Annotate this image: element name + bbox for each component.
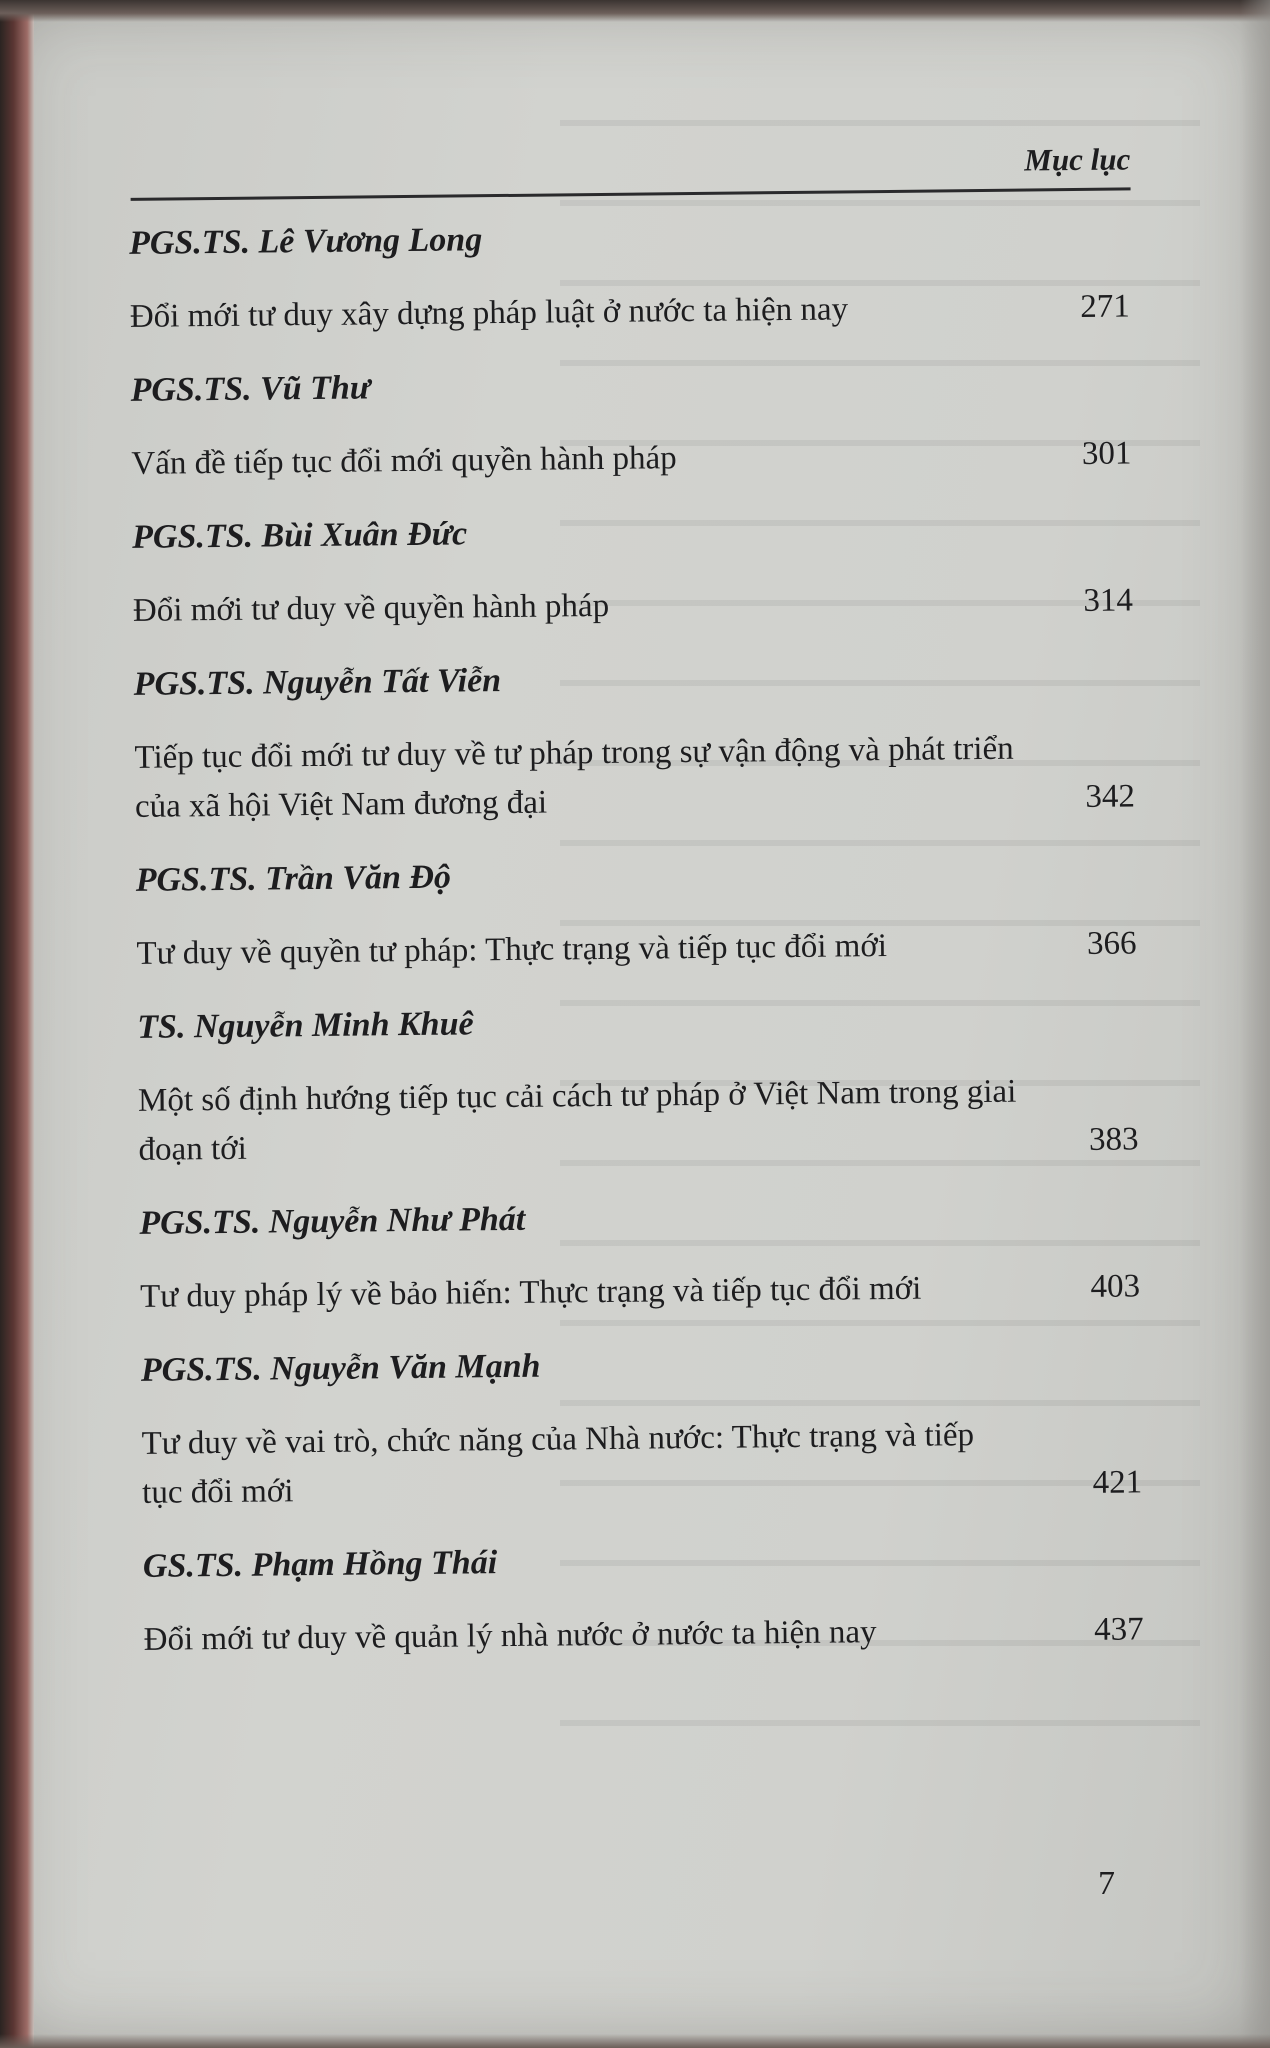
entry-page: 403 — [1090, 1268, 1141, 1305]
entry-row — [130, 282, 1130, 341]
running-header — [120, 129, 1130, 192]
entry-author: PGS.TS. Trần Văn Độ — [135, 858, 452, 899]
entry-author: PGS.TS. Lê Vương Long — [128, 221, 483, 262]
entry-row — [143, 1605, 1143, 1664]
page-number: 7 — [1098, 1865, 1115, 1902]
toc-entry — [136, 846, 1137, 978]
entry-title: Tư duy về quyền tư pháp: Thực trạng và tiếp tục đổi mới — [136, 928, 888, 972]
entry-author: TS. Nguyễn Minh Khuê — [137, 1005, 474, 1046]
entry-title: Tiếp tục đổi mới tư duy về tư pháp trong sự vận động và phát triển của xã hội Việt Nam đương đại — [134, 730, 1014, 825]
entry-page: 366 — [1086, 925, 1137, 962]
entry-title: Vấn đề tiếp tục đổi mới quyền hành pháp — [131, 440, 677, 482]
entry-title: Tư duy pháp lý về bảo hiến: Thực trạng và tiếp tục đổi mới — [139, 1270, 922, 1315]
section-label: Mục lục — [1024, 141, 1131, 178]
toc-content — [120, 129, 1144, 1658]
entry-page: 437 — [1093, 1611, 1144, 1648]
entry-row — [141, 1409, 1142, 1517]
entry-title: Tư duy về vai trò, chức năng của Nhà nước: Thực trạng và tiếp tục đổi mới — [141, 1417, 975, 1511]
toc-entry — [133, 650, 1135, 831]
entry-row — [131, 429, 1131, 488]
entry-row — [138, 1066, 1139, 1174]
entry-row — [133, 576, 1133, 635]
entry-author: PGS.TS. Nguyễn Tất Viễn — [133, 662, 502, 703]
entry-title: Đổi mới tư duy về quyền hành pháp — [132, 587, 610, 629]
entry-page: 271 — [1080, 288, 1130, 325]
entry-page: 383 — [1088, 1121, 1139, 1158]
entry-row — [140, 1262, 1140, 1321]
entry-title: Một số định hướng tiếp tục cải cách tư pháp ở Việt Nam trong giai đoạn tới — [137, 1073, 1017, 1168]
page-right-shadow — [1240, 0, 1270, 2048]
toc-entry — [141, 1336, 1143, 1517]
entry-page: 342 — [1085, 778, 1136, 815]
entry-author: PGS.TS. Vũ Thư — [130, 369, 371, 409]
entry-page: 314 — [1083, 582, 1134, 619]
entry-title: Đổi mới tư duy về quản lý nhà nước ở nước ta hiện nay — [143, 1614, 877, 1658]
entry-author: PGS.TS. Bùi Xuân Đức — [131, 515, 468, 556]
toc-entries — [129, 209, 1144, 1689]
toc-entry — [132, 503, 1133, 635]
entry-row — [136, 919, 1136, 978]
entry-page: 421 — [1092, 1464, 1143, 1501]
entry-row — [134, 723, 1135, 831]
entry-title: Đổi mới tư duy xây dựng pháp luật ở nước ta hiện nay — [129, 291, 849, 335]
toc-entry — [130, 356, 1131, 488]
toc-entry — [129, 209, 1130, 341]
page-top-edge — [0, 0, 1270, 22]
entry-author: PGS.TS. Nguyễn Văn Mạnh — [140, 1347, 541, 1389]
toc-entry — [137, 993, 1139, 1174]
entry-author: GS.TS. Phạm Hồng Thái — [142, 1544, 498, 1585]
page-bottom-edge — [0, 2034, 1270, 2048]
toc-entry — [139, 1189, 1140, 1321]
book-spine-edge — [0, 0, 34, 2048]
entry-page: 301 — [1081, 435, 1132, 472]
entry-author: PGS.TS. Nguyễn Như Phát — [139, 1200, 526, 1242]
toc-entry — [143, 1532, 1144, 1664]
